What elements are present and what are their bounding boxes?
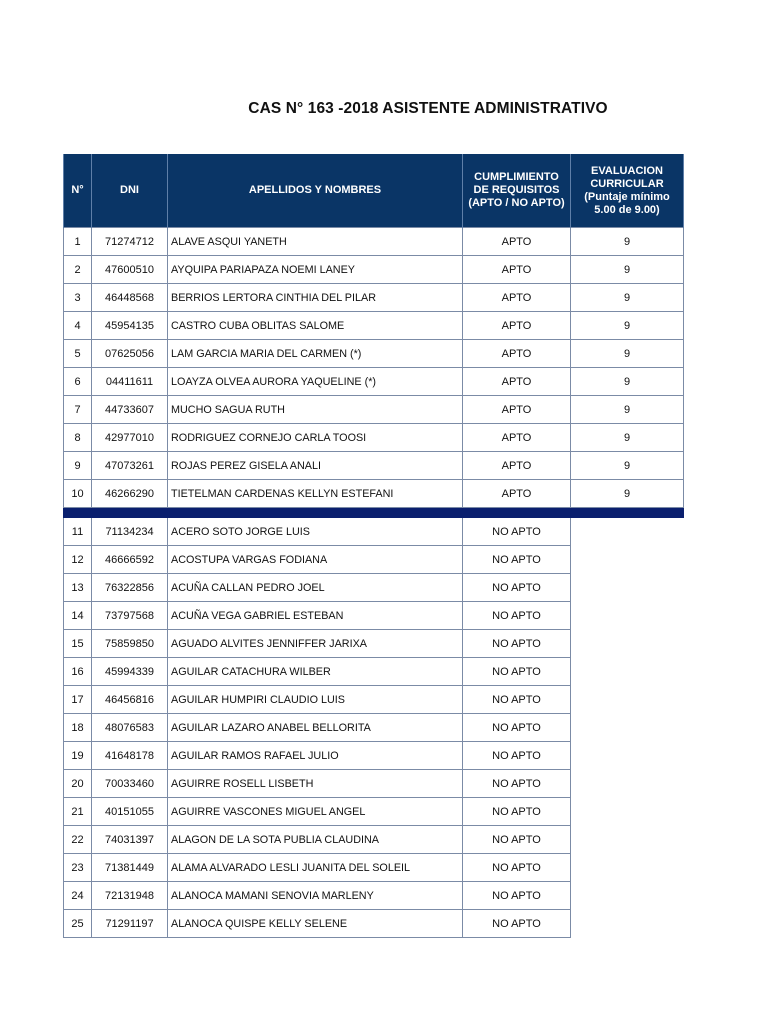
table-row: [64, 396, 684, 424]
row-dni: 48076583: [92, 714, 168, 742]
table-row: [64, 284, 684, 312]
table-row: [64, 424, 684, 452]
row-dni: 74031397: [92, 826, 168, 854]
row-number: 1: [64, 228, 92, 256]
row-status: NO APTO: [463, 686, 571, 714]
row-dni: 71274712: [92, 228, 168, 256]
row-status: APTO: [463, 340, 571, 368]
row-dni: 76322856: [92, 574, 168, 602]
row-number: 10: [64, 480, 92, 508]
row-number: 9: [64, 452, 92, 480]
separator-cell: [168, 508, 463, 518]
row-name: AGUILAR RAMOS RAFAEL JULIO: [168, 742, 463, 770]
row-score-empty: [571, 714, 684, 742]
row-number: 18: [64, 714, 92, 742]
row-dni: 07625056: [92, 340, 168, 368]
row-status: NO APTO: [463, 630, 571, 658]
table-row: [64, 630, 684, 658]
row-name: ALAGON DE LA SOTA PUBLIA CLAUDINA: [168, 826, 463, 854]
row-score-empty: [571, 826, 684, 854]
row-score: 9: [571, 452, 684, 480]
row-name: LOAYZA OLVEA AURORA YAQUELINE (*): [168, 368, 463, 396]
row-dni: 46666592: [92, 546, 168, 574]
row-name: ROJAS PEREZ GISELA ANALI: [168, 452, 463, 480]
row-number: 17: [64, 686, 92, 714]
table-row: [64, 228, 684, 256]
row-status: APTO: [463, 312, 571, 340]
row-number: 13: [64, 574, 92, 602]
row-status: NO APTO: [463, 714, 571, 742]
row-status: APTO: [463, 368, 571, 396]
row-dni: 72131948: [92, 882, 168, 910]
row-dni: 47073261: [92, 452, 168, 480]
row-number: 19: [64, 742, 92, 770]
row-status: NO APTO: [463, 882, 571, 910]
table-header-row: [64, 154, 684, 228]
row-number: 3: [64, 284, 92, 312]
row-number: 11: [64, 518, 92, 546]
row-score: 9: [571, 312, 684, 340]
row-status: APTO: [463, 480, 571, 508]
row-number: 20: [64, 770, 92, 798]
row-score: 9: [571, 424, 684, 452]
row-name: AGUILAR CATACHURA WILBER: [168, 658, 463, 686]
row-dni: 41648178: [92, 742, 168, 770]
separator-cell: [64, 508, 92, 518]
row-number: 5: [64, 340, 92, 368]
row-name: TIETELMAN CARDENAS KELLYN ESTEFANI: [168, 480, 463, 508]
row-score-empty: [571, 910, 684, 938]
row-name: ALANOCA MAMANI SENOVIA MARLENY: [168, 882, 463, 910]
row-number: 4: [64, 312, 92, 340]
table-row: [64, 312, 684, 340]
table-row: [64, 910, 684, 938]
row-status: APTO: [463, 452, 571, 480]
table-row: [64, 658, 684, 686]
row-status: APTO: [463, 228, 571, 256]
table-row: [64, 714, 684, 742]
row-name: AGUIRRE ROSELL LISBETH: [168, 770, 463, 798]
header-name: APELLIDOS Y NOMBRES: [168, 154, 463, 228]
table-row: [64, 368, 684, 396]
row-score: 9: [571, 284, 684, 312]
header-num: N°: [64, 154, 92, 228]
row-name: RODRIGUEZ CORNEJO CARLA TOOSI: [168, 424, 463, 452]
row-number: 7: [64, 396, 92, 424]
row-number: 23: [64, 854, 92, 882]
row-score: 9: [571, 368, 684, 396]
row-score-empty: [571, 798, 684, 826]
row-dni: 70033460: [92, 770, 168, 798]
header-dni: DNI: [92, 154, 168, 228]
results-table-container: [63, 154, 684, 938]
row-status: APTO: [463, 256, 571, 284]
row-name: CASTRO CUBA OBLITAS SALOME: [168, 312, 463, 340]
row-status: NO APTO: [463, 602, 571, 630]
row-name: ACERO SOTO JORGE LUIS: [168, 518, 463, 546]
row-name: ALAVE ASQUI YANETH: [168, 228, 463, 256]
row-name: ALANOCA QUISPE KELLY SELENE: [168, 910, 463, 938]
row-status: NO APTO: [463, 658, 571, 686]
row-score-empty: [571, 630, 684, 658]
row-status: NO APTO: [463, 826, 571, 854]
row-status: NO APTO: [463, 854, 571, 882]
row-dni: 04411611: [92, 368, 168, 396]
row-score-empty: [571, 546, 684, 574]
row-dni: 47600510: [92, 256, 168, 284]
row-number: 25: [64, 910, 92, 938]
row-name: AGUILAR HUMPIRI CLAUDIO LUIS: [168, 686, 463, 714]
table-row: [64, 574, 684, 602]
table-row: [64, 826, 684, 854]
row-status: NO APTO: [463, 742, 571, 770]
row-name: AGUADO ALVITES JENNIFFER JARIXA: [168, 630, 463, 658]
row-number: 8: [64, 424, 92, 452]
row-name: AYQUIPA PARIAPAZA NOEMI LANEY: [168, 256, 463, 284]
row-score-empty: [571, 854, 684, 882]
row-score-empty: [571, 742, 684, 770]
separator-cell: [571, 508, 684, 518]
table-row: [64, 340, 684, 368]
row-dni: 71291197: [92, 910, 168, 938]
row-name: MUCHO SAGUA RUTH: [168, 396, 463, 424]
table-body: [64, 228, 684, 938]
row-status: NO APTO: [463, 798, 571, 826]
row-score-empty: [571, 658, 684, 686]
row-name: AGUILAR LAZARO ANABEL BELLORITA: [168, 714, 463, 742]
row-number: 2: [64, 256, 92, 284]
row-status: APTO: [463, 284, 571, 312]
row-score: 9: [571, 396, 684, 424]
table-row: [64, 602, 684, 630]
row-dni: 46448568: [92, 284, 168, 312]
row-dni: 44733607: [92, 396, 168, 424]
row-score: 9: [571, 256, 684, 284]
row-name: AGUIRRE VASCONES MIGUEL ANGEL: [168, 798, 463, 826]
table-row: [64, 798, 684, 826]
header-requirements: CUMPLIMIENTO DE REQUISITOS (APTO / NO APTO): [463, 154, 571, 228]
row-number: 21: [64, 798, 92, 826]
row-status: APTO: [463, 396, 571, 424]
row-name: LAM GARCIA MARIA DEL CARMEN (*): [168, 340, 463, 368]
table-row: [64, 546, 684, 574]
row-score-empty: [571, 602, 684, 630]
header-evaluation: EVALUACION CURRICULAR (Puntaje mínimo 5.00 de 9.00): [571, 154, 684, 228]
row-score: 9: [571, 480, 684, 508]
row-dni: 46456816: [92, 686, 168, 714]
row-status: NO APTO: [463, 910, 571, 938]
table-row: [64, 518, 684, 546]
row-score: 9: [571, 228, 684, 256]
page-title: CAS N° 163 -2018 ASISTENTE ADMINISTRATIVO: [248, 100, 608, 117]
row-score-empty: [571, 518, 684, 546]
row-number: 14: [64, 602, 92, 630]
row-dni: 40151055: [92, 798, 168, 826]
row-name: ACOSTUPA VARGAS FODIANA: [168, 546, 463, 574]
row-name: ACUÑA CALLAN PEDRO JOEL: [168, 574, 463, 602]
row-dni: 45954135: [92, 312, 168, 340]
results-table: [63, 154, 684, 938]
row-status: NO APTO: [463, 546, 571, 574]
row-number: 16: [64, 658, 92, 686]
row-dni: 46266290: [92, 480, 168, 508]
row-status: NO APTO: [463, 770, 571, 798]
table-row: [64, 882, 684, 910]
row-dni: 71381449: [92, 854, 168, 882]
row-number: 6: [64, 368, 92, 396]
row-name: ALAMA ALVARADO LESLI JUANITA DEL SOLEIL: [168, 854, 463, 882]
table-row: [64, 686, 684, 714]
row-score-empty: [571, 882, 684, 910]
separator-cell: [463, 508, 571, 518]
table-row: [64, 770, 684, 798]
row-dni: 75859850: [92, 630, 168, 658]
row-dni: 73797568: [92, 602, 168, 630]
row-status: NO APTO: [463, 518, 571, 546]
table-row: [64, 854, 684, 882]
row-number: 24: [64, 882, 92, 910]
row-name: ACUÑA VEGA GABRIEL ESTEBAN: [168, 602, 463, 630]
row-status: NO APTO: [463, 574, 571, 602]
row-score-empty: [571, 770, 684, 798]
table-row: [64, 452, 684, 480]
separator-cell: [92, 508, 168, 518]
row-number: 12: [64, 546, 92, 574]
row-status: APTO: [463, 424, 571, 452]
row-name: BERRIOS LERTORA CINTHIA DEL PILAR: [168, 284, 463, 312]
row-dni: 45994339: [92, 658, 168, 686]
group-separator-row: [64, 508, 684, 518]
table-row: [64, 742, 684, 770]
row-score: 9: [571, 340, 684, 368]
table-row: [64, 256, 684, 284]
row-dni: 71134234: [92, 518, 168, 546]
row-number: 15: [64, 630, 92, 658]
row-dni: 42977010: [92, 424, 168, 452]
row-number: 22: [64, 826, 92, 854]
row-score-empty: [571, 574, 684, 602]
table-row: [64, 480, 684, 508]
row-score-empty: [571, 686, 684, 714]
